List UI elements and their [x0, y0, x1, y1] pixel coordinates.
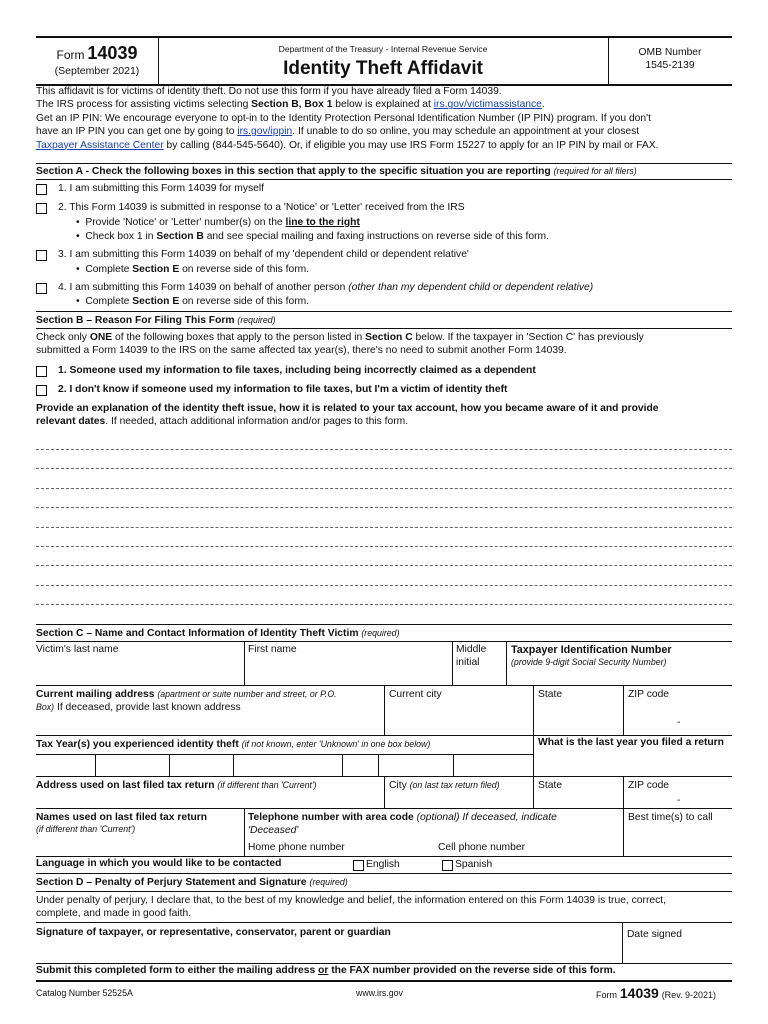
ippin-link[interactable]: irs.gov/ippin	[237, 126, 293, 138]
intro-line-5: Taxpayer Assistance Center by calling (844-545-5640). Or, if eligible you may use IRS Form 15227 to apply for an IP PIN by mail or FAX.	[36, 139, 659, 151]
omb-number: 1545-2139	[645, 60, 695, 72]
explanation-line[interactable]	[36, 546, 732, 547]
explanation-line[interactable]	[36, 527, 732, 528]
last-filed-address-label: Address used on last filed tax return (if different than 'Current')	[36, 780, 317, 791]
section-b-heading: Section B – Reason For Filing This Form (required)	[36, 315, 276, 326]
current-city-field[interactable]	[385, 702, 532, 734]
first-name-field[interactable]	[245, 656, 451, 684]
form-revision: (September 2021)	[54, 65, 140, 78]
victim-last-name-label: Victim's last name	[36, 644, 119, 655]
section-a-item-3-bullet: • Complete Section E on reverse side of this form.	[76, 264, 310, 275]
first-name-label: First name	[248, 644, 297, 655]
section-b-option-1: 1. Someone used my information to file taxes, including being incorrectly claimed as a dependent	[58, 365, 536, 376]
section-b-checkbox-2[interactable]	[36, 385, 47, 396]
section-b-instructions: Check only ONE of the following boxes that apply to the person listed in Section C below. If the taxpayer in 'Section C' has previously submitted a Form 14039 to the IRS on the same affected tax year(s), there's no need to submit another Form 14039.	[36, 332, 644, 357]
best-time-label: Best time(s) to call	[628, 812, 713, 823]
signature-field[interactable]	[36, 940, 621, 962]
tax-year-box-1[interactable]	[36, 755, 95, 775]
zip-label: ZIP code	[628, 689, 670, 700]
section-a-item-2-bullet-1: • Provide 'Notice' or 'Letter' number(s) on the line to the right	[76, 217, 360, 228]
tax-year-box-6[interactable]	[379, 755, 453, 775]
section-a-checkbox-4[interactable]	[36, 283, 47, 294]
section-a-heading: Section A - Check the following boxes in this section that apply to the specific situation you are reporting (required for all filers)	[36, 166, 637, 177]
form-word: Form	[56, 48, 85, 62]
explanation-line[interactable]	[36, 507, 732, 508]
signature-label: Signature of taxpayer, or representative, conservator, parent or guardian	[36, 927, 391, 938]
cell-phone-label: Cell phone number	[438, 842, 526, 853]
form-title-block	[158, 44, 608, 82]
section-a-item-3: 3. I am submitting this Form 14039 on behalf of my 'dependent child or dependent relative'	[58, 249, 469, 260]
telephone-label: Telephone number with area code (optional) If deceased, indicate 'Deceased'	[248, 812, 557, 837]
form-number: 14039	[87, 43, 138, 63]
catalog-number: Catalog Number 52525A	[36, 988, 133, 998]
footer-form-id: Form 14039 (Rev. 9-2021)	[596, 985, 717, 1001]
intro-line-2: The IRS process for assisting victims selecting Section B, Box 1 below is explained at irs.gov/victimassistance.	[36, 99, 545, 111]
last-filed-state-field[interactable]	[534, 793, 622, 807]
last-filed-city-field[interactable]	[385, 793, 532, 807]
last-year-filed-field[interactable]	[534, 760, 732, 775]
state-label: State	[538, 689, 563, 700]
explanation-line[interactable]	[36, 468, 732, 469]
tax-year-box-7[interactable]	[454, 755, 533, 775]
section-b-option-2: 2. I don't know if someone used my information to file taxes, but I'm a victim of identity theft	[58, 384, 508, 395]
tax-years-label: Tax Year(s) you experienced identity theft (if not known, enter 'Unknown' in one box below)	[36, 739, 431, 750]
form-title: Identity Theft Affidavit	[283, 58, 483, 80]
mailing-address-label: Current mailing address (apartment or suite number and street, or P.O. Box) If deceased, provide last known address	[36, 689, 337, 714]
language-label: Language in which you would like to be contacted	[36, 858, 282, 869]
intro-text	[36, 85, 736, 152]
english-label: English	[366, 859, 400, 870]
middle-initial-label: Middle initial	[456, 644, 487, 669]
submit-instructions: Submit this completed form to either the mailing address or the FAX number provided on the reverse side of this form.	[36, 965, 616, 976]
explanation-line[interactable]	[36, 565, 732, 566]
section-a-item-2: 2. This Form 14039 is submitted in response to a 'Notice' or 'Letter' received from the IRS	[58, 202, 465, 213]
state-field[interactable]	[534, 702, 622, 734]
irs-website: www.irs.gov	[356, 988, 403, 998]
section-a-checkbox-3[interactable]	[36, 250, 47, 261]
last-filed-city-label: City (on last tax return filed)	[389, 780, 500, 791]
explanation-line[interactable]	[36, 488, 732, 489]
section-a-checkbox-2[interactable]	[36, 203, 47, 214]
last-filed-address-field[interactable]	[36, 793, 383, 807]
names-last-filed-field[interactable]	[36, 838, 243, 855]
omb-block	[608, 46, 732, 73]
section-a-item-1: 1. I am submitting this Form 14039 for myself	[58, 183, 265, 194]
section-a-item-4: 4. I am submitting this Form 14039 on behalf of another person (other than my dependent child or dependent relative)	[58, 282, 594, 293]
tax-year-box-5[interactable]	[343, 755, 378, 775]
section-c-heading: Section C – Name and Contact Information of Identity Theft Victim (required)	[36, 628, 400, 639]
victim-assistance-link[interactable]: irs.gov/victimassistance	[433, 99, 542, 111]
agency-name: Department of the Treasury - Internal Revenue Service	[278, 44, 488, 54]
spanish-label: Spanish	[455, 859, 493, 870]
best-time-field[interactable]	[624, 826, 732, 855]
current-city-label: Current city	[389, 689, 442, 700]
omb-label: OMB Number	[638, 47, 702, 58]
english-checkbox[interactable]	[353, 860, 364, 871]
section-b-checkbox-1[interactable]	[36, 366, 47, 377]
explanation-line[interactable]	[36, 449, 732, 450]
last-year-filed-label: What is the last year you filed a return	[538, 737, 724, 748]
explanation-line[interactable]	[36, 585, 732, 586]
tax-year-box-2[interactable]	[96, 755, 169, 775]
form-number-block	[36, 42, 158, 79]
section-a-checkbox-1[interactable]	[36, 184, 47, 195]
cell-phone-field[interactable]	[537, 838, 622, 855]
home-phone-label: Home phone number	[248, 842, 345, 853]
intro-line-1: This affidavit is for victims of identity theft. Do not use this form if you have already filed a Form 14039.	[36, 86, 502, 97]
zip-separator: -	[677, 717, 681, 728]
section-a-item-2-bullet-2: • Check box 1 in Section B and see special mailing and faxing instructions on reverse side of this form.	[76, 231, 549, 242]
tin-field[interactable]	[507, 670, 732, 684]
taxpayer-assistance-center-link[interactable]: Taxpayer Assistance Center	[36, 139, 164, 151]
section-a-item-4-bullet: • Complete Section E on reverse side of this form.	[76, 296, 310, 307]
section-d-heading: Section D – Penalty of Perjury Statement and Signature (required)	[36, 877, 348, 888]
section-b-explanation-prompt: Provide an explanation of the identity theft issue, how it is related to your tax account, how you became aware of it and provide relevant dates. If needed, attach additional information and/or pages to this form.	[36, 403, 659, 428]
tax-year-box-3[interactable]	[170, 755, 233, 775]
intro-line-3: Get an IP PIN: We encourage everyone to opt-in to the Identity Protection Personal Identification Number (IP PIN) program. If you don't	[36, 112, 651, 124]
spanish-checkbox[interactable]	[442, 860, 453, 871]
victim-last-name-field[interactable]	[36, 656, 243, 684]
last-filed-zip-field[interactable]	[624, 793, 732, 807]
date-signed-field[interactable]	[623, 942, 732, 962]
last-filed-zip-label: ZIP code	[628, 780, 670, 791]
names-last-filed-label: Names used on last filed tax return (if different than 'Current')	[36, 812, 208, 835]
home-phone-field[interactable]	[330, 838, 430, 855]
zip-field[interactable]	[624, 702, 732, 734]
perjury-statement: Under penalty of perjury, I declare that, to the best of my knowledge and belief, the information entered on this Form 14039 is true, correct, complete, and made in good faith.	[36, 895, 666, 920]
tax-year-box-4[interactable]	[234, 755, 342, 775]
tin-label: Taxpayer Identification Number (provide 9-digit Social Security Number)	[511, 644, 672, 668]
explanation-line[interactable]	[36, 604, 732, 605]
mailing-address-field[interactable]	[36, 716, 383, 734]
intro-line-4: have an IP PIN you can get one by going to irs.gov/ippin. If unable to do so online, you may schedule an appointment at your closest	[36, 126, 640, 138]
last-filed-zip-separator: -	[677, 795, 681, 806]
date-signed-label: Date signed	[627, 929, 682, 940]
last-filed-state-label: State	[538, 780, 563, 791]
